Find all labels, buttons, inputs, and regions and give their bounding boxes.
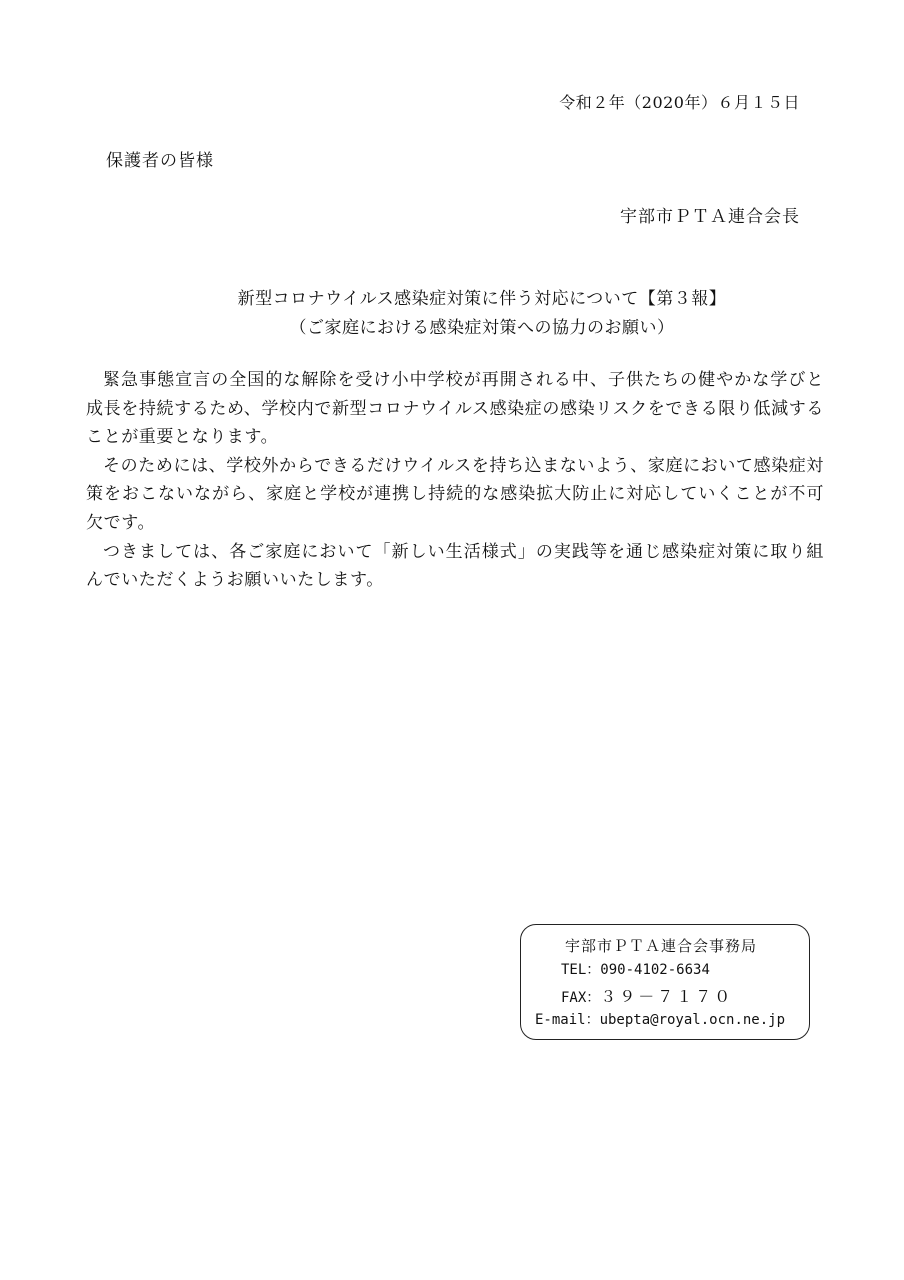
contact-fax-number: ３９－７１７０ bbox=[600, 987, 734, 1006]
recipient: 保護者の皆様 bbox=[106, 151, 214, 171]
document-date: 令和２年（2020年）６月１５日 bbox=[559, 93, 800, 112]
body-paragraph-1: 緊急事態宣言の全国的な解除を受け小中学校が再開される中、子供たちの健やかな学びと成長を持続するため、学校内で新型コロナウイルス感染症の感染リスクをできる限り低減することが重要となります。 bbox=[86, 370, 824, 448]
contact-email-address: ubepta@royal.ocn.ne.jp bbox=[599, 1012, 786, 1028]
contact-box bbox=[520, 924, 810, 1040]
contact-fax bbox=[561, 984, 733, 1007]
body-paragraph-2: そのためには、学校外からできるだけウイルスを持ち込まないよう、家庭において感染症対策をおこないながら、家庭と学校が連携し持続的な感染拡大防止に対応していくことが不可欠です。 bbox=[86, 455, 824, 533]
contact-email-label: E-mail： bbox=[535, 1012, 600, 1028]
contact-office: 宇部市ＰＴＡ連合会事務局 bbox=[565, 937, 758, 955]
contact-tel-number: 090-4102-6634 bbox=[600, 962, 710, 978]
document-title: 新型コロナウイルス感染症対策に伴う対応について【第３報】 bbox=[237, 289, 727, 309]
body-paragraph-3: つきましては、各ご家庭において「新しい生活様式」の実践等を通じ感染症対策に取り組んでいただくようお願いいたします。 bbox=[86, 541, 824, 591]
document-subtitle: （ご家庭における感染症対策への協力のお願い） bbox=[289, 318, 675, 338]
contact-fax-label: FAX： bbox=[561, 990, 601, 1006]
contact-tel bbox=[561, 959, 710, 979]
sender: 宇部市ＰＴＡ連合会長 bbox=[620, 207, 800, 227]
body-text bbox=[86, 366, 824, 595]
contact-tel-label: TEL： bbox=[561, 962, 601, 978]
contact-email bbox=[535, 1009, 785, 1029]
